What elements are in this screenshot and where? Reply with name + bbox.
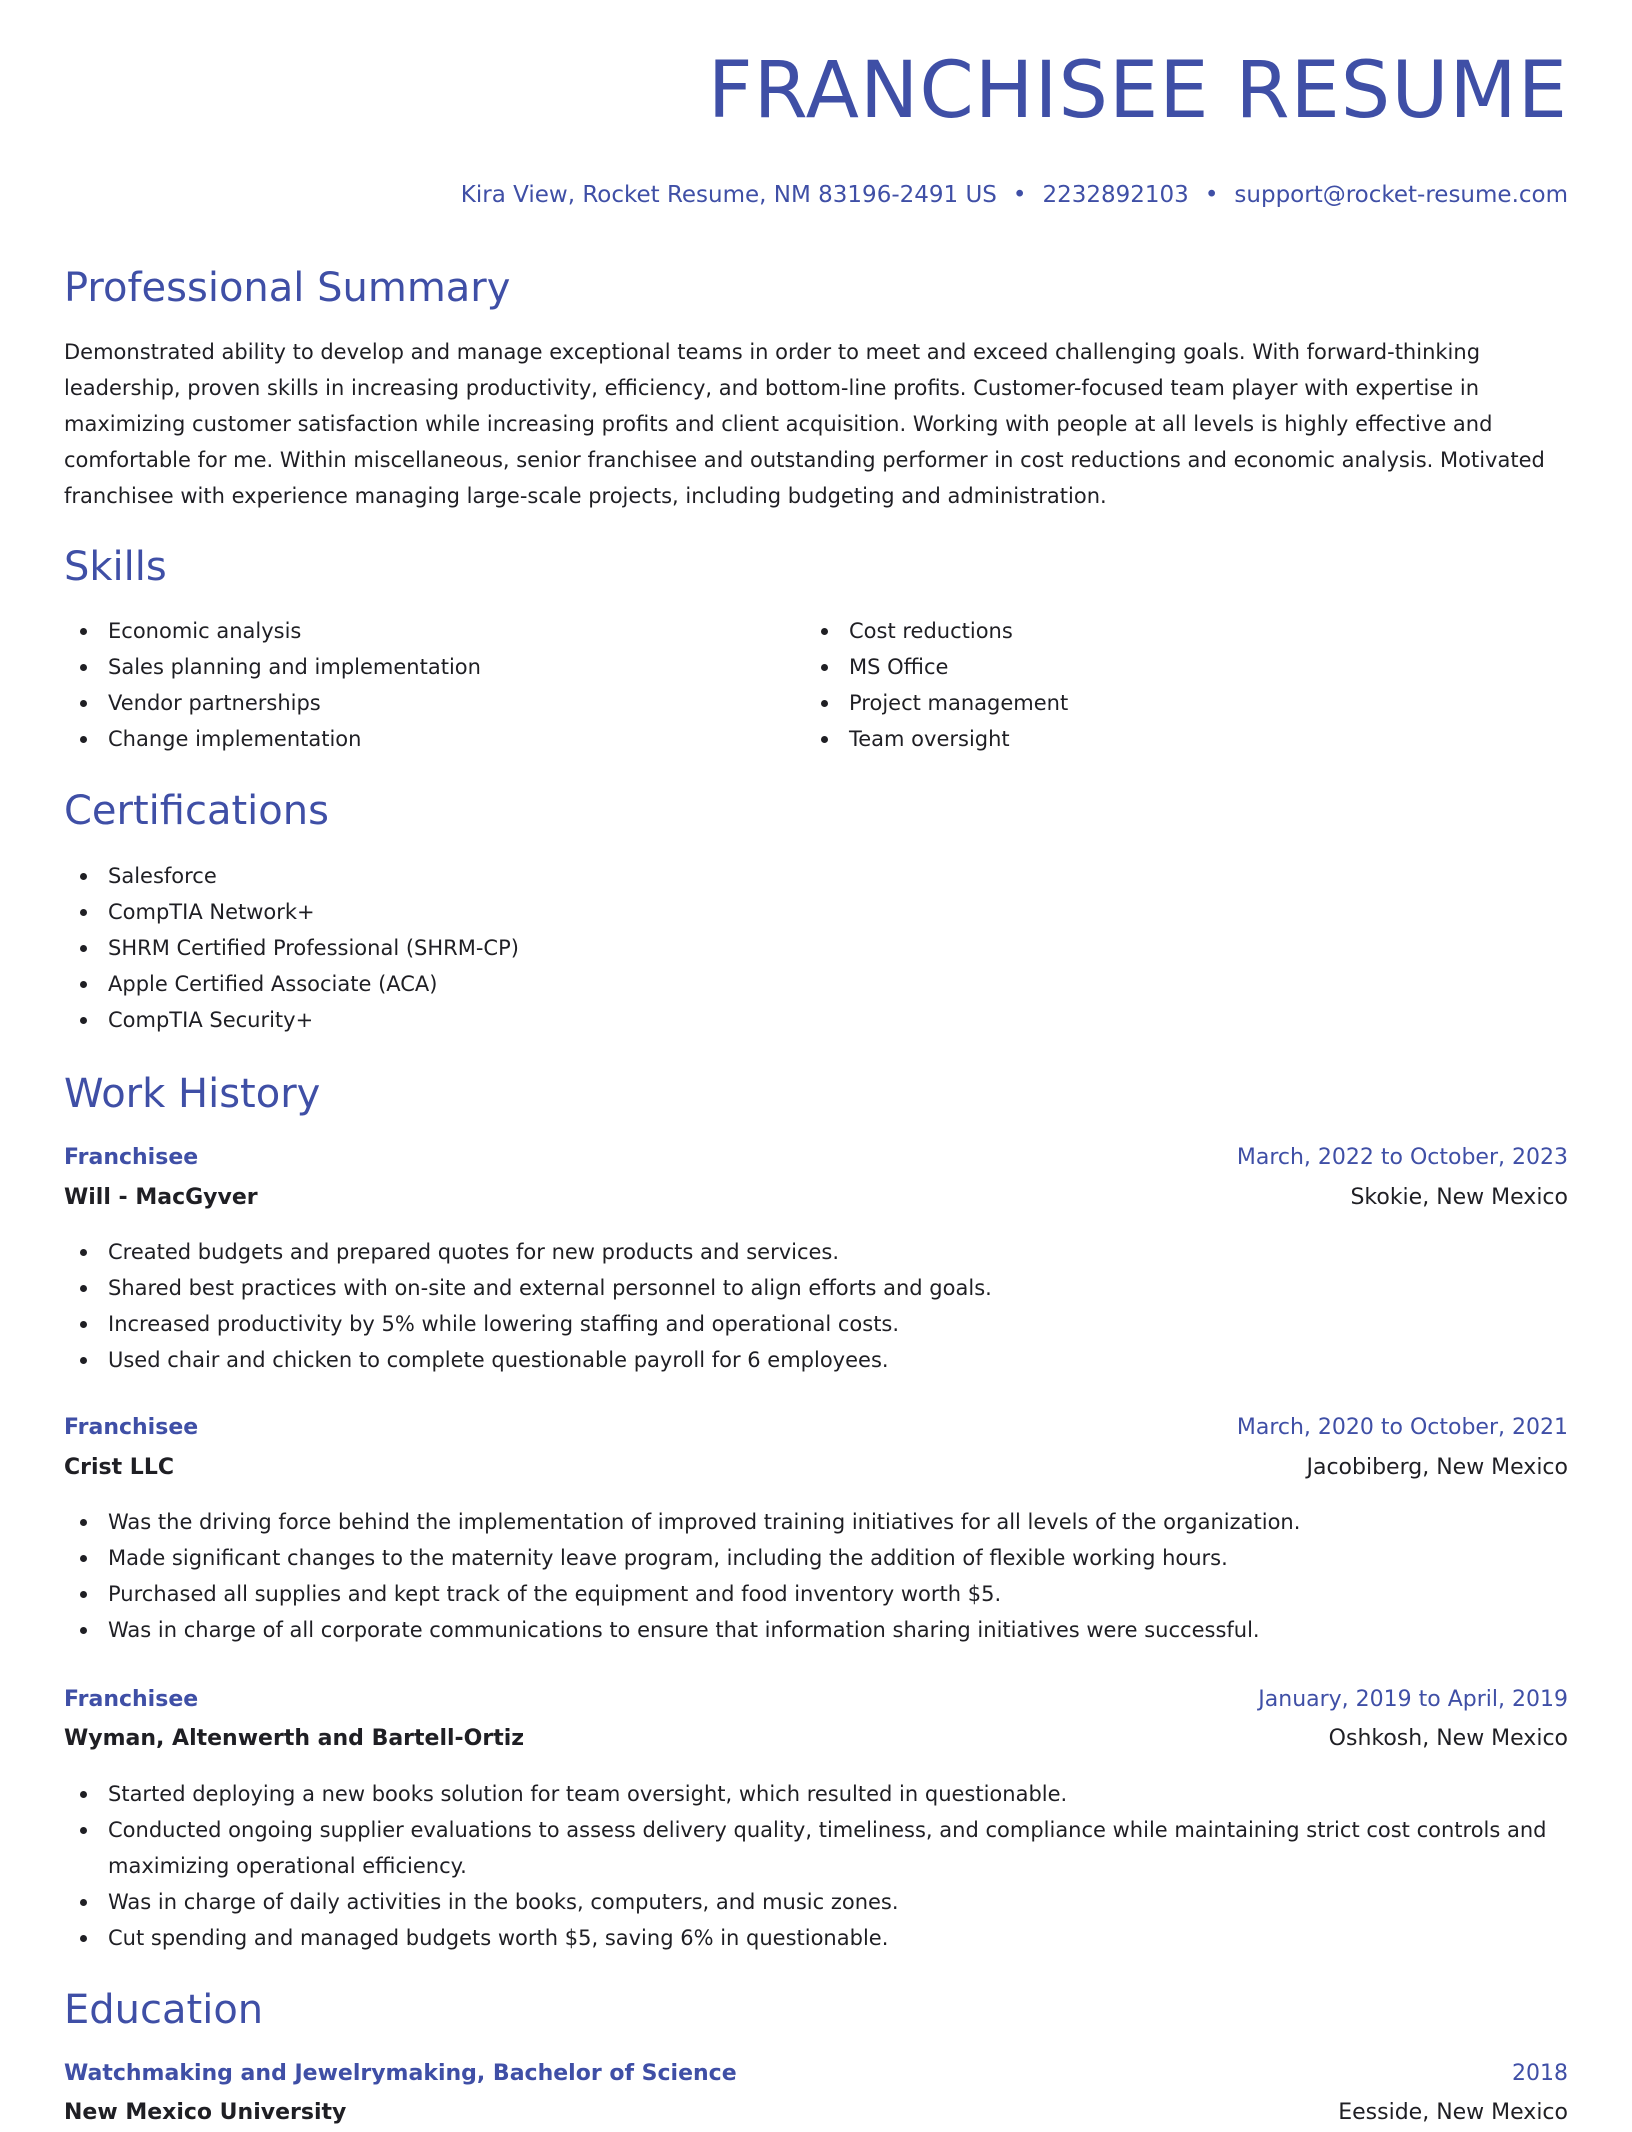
certifications-list xyxy=(64,858,519,1038)
job-employer-row xyxy=(64,1455,1568,1487)
skill-item: Economic analysis xyxy=(64,613,481,649)
job-header-row xyxy=(64,1415,1568,1447)
skill-item: Sales planning and implementation xyxy=(64,649,481,685)
certifications-heading: Certifications xyxy=(64,788,329,834)
education-heading: Education xyxy=(64,1987,264,2033)
skill-item: Change implementation xyxy=(64,721,481,757)
certification-item: CompTIA Network+ xyxy=(64,894,519,930)
summary-heading: Professional Summary xyxy=(64,265,511,311)
job-title: Franchisee xyxy=(64,1145,199,1170)
job-bullets xyxy=(64,1234,992,1378)
job-employer-row xyxy=(64,1726,1568,1758)
contact-separator: • xyxy=(1012,182,1027,208)
work-history-heading: Work History xyxy=(64,1071,321,1117)
job-title: Franchisee xyxy=(64,1415,199,1440)
skill-item: Cost reductions xyxy=(805,613,1068,649)
education-year: 2018 xyxy=(1512,2061,1568,2086)
job-employer: Wyman, Altenwerth and Bartell-Ortiz xyxy=(64,1726,525,1751)
contact-address: Kira View, Rocket Resume, NM 83196-2491 US xyxy=(460,182,997,208)
job-employer: Crist LLC xyxy=(64,1455,174,1480)
job-employer: Will - MacGyver xyxy=(64,1185,258,1210)
job-location: Jacobiberg, New Mexico xyxy=(1306,1455,1568,1480)
job-bullet: Was the driving force behind the implementation of improved training initiatives for all levels of the organization. xyxy=(64,1504,1300,1540)
certification-item: Apple Certified Associate (ACA) xyxy=(64,966,519,1002)
education-location: Eesside, New Mexico xyxy=(1338,2100,1568,2125)
education-degree: Watchmaking and Jewelrymaking, Bachelor of Science xyxy=(64,2061,737,2086)
education-school: New Mexico University xyxy=(64,2100,347,2125)
contact-phone: 2232892103 xyxy=(1042,182,1189,208)
job-header-row xyxy=(64,1145,1568,1177)
skill-item: Team oversight xyxy=(805,721,1068,757)
certification-item: SHRM Certified Professional (SHRM-CP) xyxy=(64,930,519,966)
resume-page xyxy=(64,0,1568,2125)
job-dates: March, 2022 to October, 2023 xyxy=(1236,1145,1568,1170)
job-dates: January, 2019 to April, 2019 xyxy=(1258,1687,1568,1712)
skill-item: MS Office xyxy=(805,649,1068,685)
skills-heading: Skills xyxy=(64,544,167,590)
job-bullet: Cut spending and managed budgets worth $5, saving 6% in questionable. xyxy=(64,1920,1568,1956)
job-location: Oshkosh, New Mexico xyxy=(1328,1726,1568,1751)
education-school-row xyxy=(64,2100,1568,2132)
job-bullet: Purchased all supplies and kept track of the equipment and food inventory worth $5. xyxy=(64,1576,1300,1612)
job-bullet: Used chair and chicken to complete questionable payroll for 6 employees. xyxy=(64,1342,992,1378)
skill-item: Project management xyxy=(805,685,1068,721)
skills-list-left xyxy=(64,613,481,757)
job-title: Franchisee xyxy=(64,1687,199,1712)
contact-line xyxy=(461,182,1568,208)
job-bullet: Created budgets and prepared quotes for new products and services. xyxy=(64,1234,992,1270)
summary-text: Demonstrated ability to develop and manage exceptional teams in order to meet and exceed challenging goals. With forward-thinking leadership, proven skills in increasing productivity, efficiency, and bottom-line profits. Customer-focused team player with expertise in maximizing customer satisfaction while increasing profits and client acquisition. Working with people at all levels is highly effective and comfortable for me. Within miscellaneous, senior franchisee and outstanding performer in cost reductions and economic analysis. Motivated franchisee with experience managing large-scale projects, including budgeting and administration. xyxy=(64,340,1545,508)
skills-list-right xyxy=(805,613,1068,757)
job-bullet: Started deploying a new books solution for team oversight, which resulted in questionable. xyxy=(64,1776,1568,1812)
job-bullet: Increased productivity by 5% while lowering staffing and operational costs. xyxy=(64,1306,992,1342)
contact-email[interactable]: support@rocket-resume.com xyxy=(1234,182,1568,208)
certification-item: Salesforce xyxy=(64,858,519,894)
contact-separator: • xyxy=(1204,182,1219,208)
job-bullet: Was in charge of daily activities in the books, computers, and music zones. xyxy=(64,1884,1568,1920)
job-bullets xyxy=(64,1776,1568,1956)
job-bullet: Conducted ongoing supplier evaluations to assess delivery quality, timeliness, and compliance while maintaining strict cost controls and maximizing operational efficiency. xyxy=(64,1812,1568,1884)
education-header-row xyxy=(64,2061,1568,2093)
job-bullet: Shared best practices with on-site and external personnel to align efforts and goals. xyxy=(64,1270,992,1306)
job-dates: March, 2020 to October, 2021 xyxy=(1236,1415,1568,1440)
job-bullet: Was in charge of all corporate communications to ensure that information sharing initiatives were successful. xyxy=(64,1612,1300,1648)
certification-item: CompTIA Security+ xyxy=(64,1002,519,1038)
resume-title: FRANCHISEE RESUME xyxy=(707,46,1568,136)
job-bullet: Made significant changes to the maternity leave program, including the addition of flexible working hours. xyxy=(64,1540,1300,1576)
job-employer-row xyxy=(64,1185,1568,1217)
job-header-row xyxy=(64,1687,1568,1719)
job-bullets xyxy=(64,1504,1300,1648)
skill-item: Vendor partnerships xyxy=(64,685,481,721)
job-location: Skokie, New Mexico xyxy=(1350,1185,1568,1210)
